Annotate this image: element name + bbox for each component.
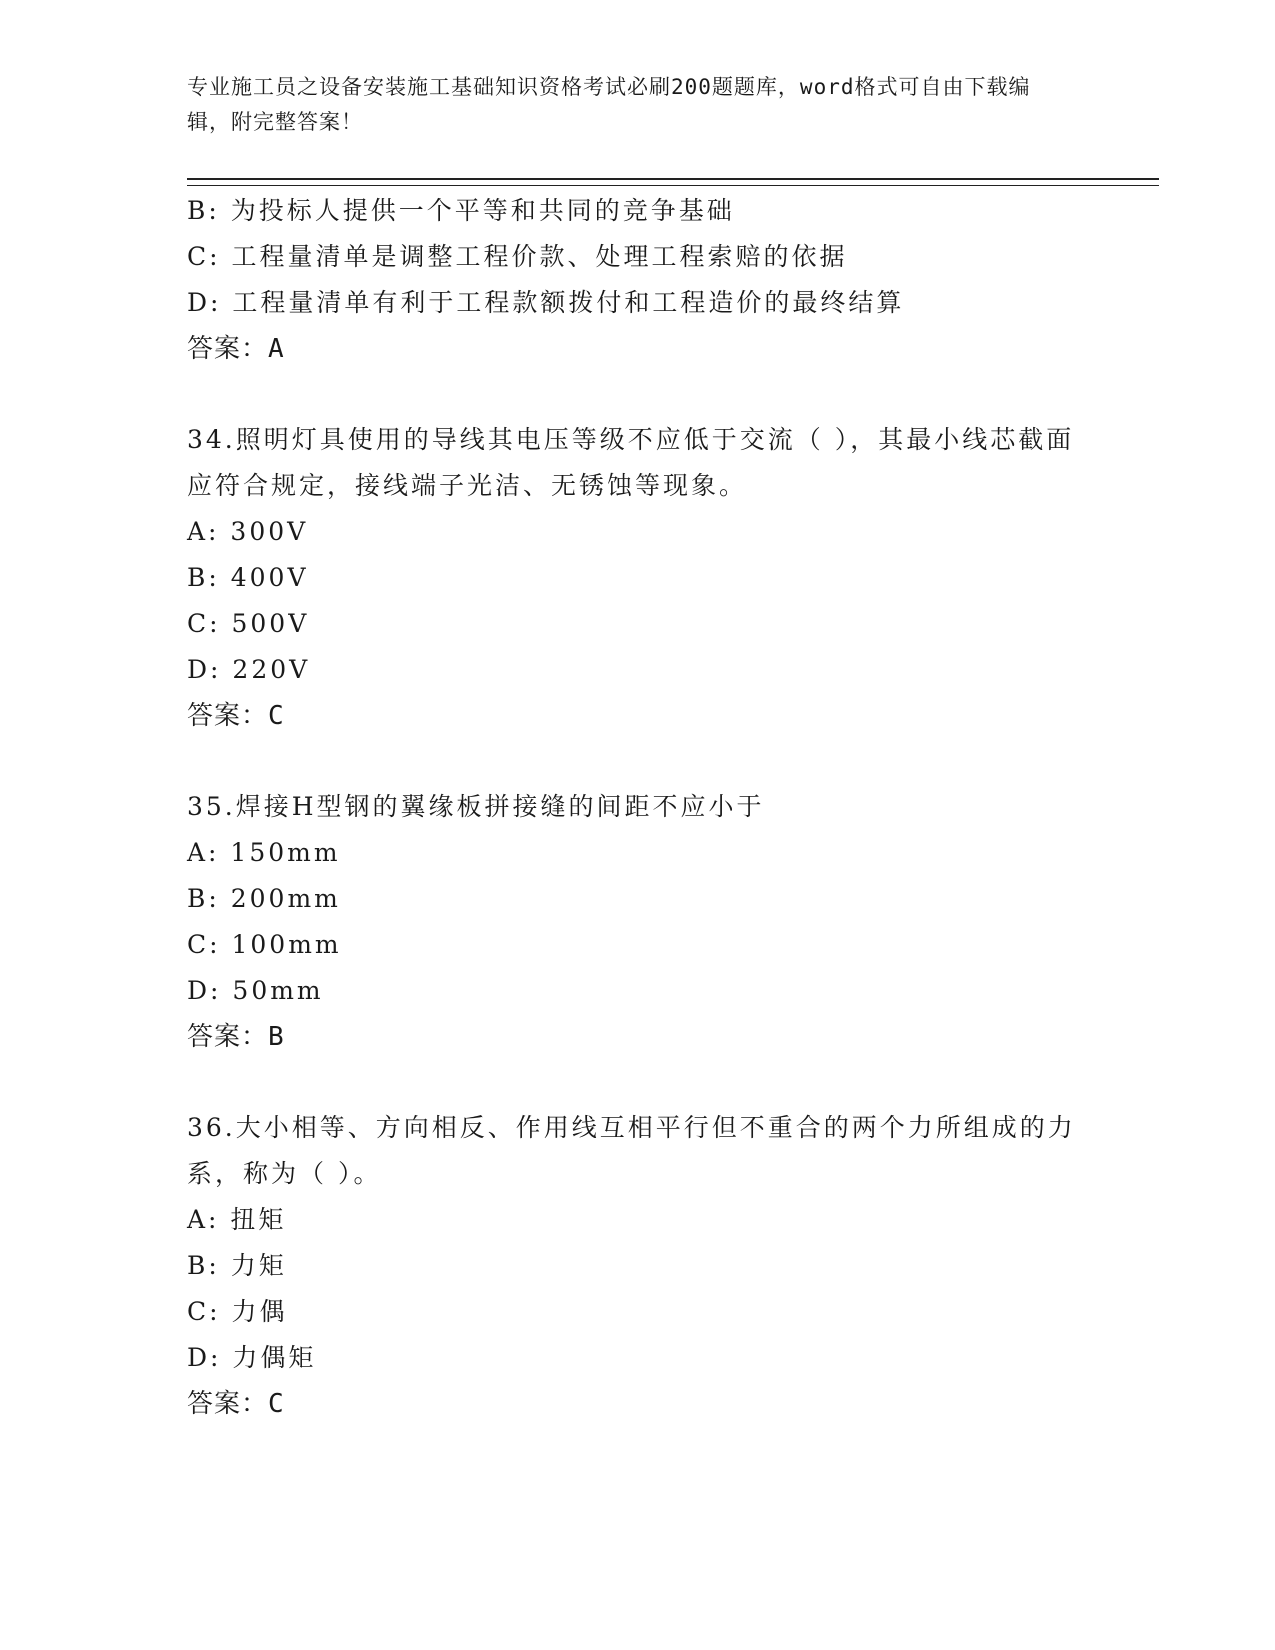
- option-b: B: 400V: [187, 563, 309, 592]
- question-block-34: [187, 417, 1147, 739]
- option-b: B: 力矩: [187, 1251, 287, 1280]
- question-block-36: [187, 1105, 1147, 1427]
- option-d: D: 220V: [187, 655, 311, 684]
- option-c: C: 500V: [187, 609, 310, 638]
- answer-line: 答案：C: [187, 701, 285, 731]
- header-divider: [187, 178, 1159, 186]
- question-list: [187, 188, 1147, 1427]
- option-c: C: 工程量清单是调整工程价款、处理工程索赔的依据: [187, 242, 848, 271]
- answer-line: 答案：C: [187, 1389, 285, 1419]
- option-d: D: 力偶矩: [187, 1343, 317, 1372]
- prev-question-block: [187, 188, 1147, 372]
- option-a: A: 300V: [187, 517, 309, 546]
- question-block-35: [187, 784, 1147, 1060]
- option-a: A: 扭矩: [187, 1205, 287, 1234]
- option-c: C: 力偶: [187, 1297, 288, 1326]
- document-page: [187, 70, 1147, 1419]
- option-a: A: 150mm: [187, 838, 341, 867]
- option-c: C: 100mm: [187, 930, 342, 959]
- option-b: B: 200mm: [187, 884, 341, 913]
- question-text: 36.大小相等、方向相反、作用线互相平行但不重合的两个力所组成的力系，称为（ ）。: [187, 1113, 1076, 1188]
- option-d: D: 50mm: [187, 976, 324, 1005]
- option-d: D: 工程量清单有利于工程款额拨付和工程造价的最终结算: [187, 288, 905, 317]
- question-text: 35.焊接H型钢的翼缘板拼接缝的间距不应小于: [187, 792, 765, 821]
- answer-line: 答案：B: [187, 1022, 285, 1052]
- option-b: B: 为投标人提供一个平等和共同的竞争基础: [187, 196, 735, 225]
- question-text: 34.照明灯具使用的导线其电压等级不应低于交流（ ），其最小线芯截面应符合规定，接线端子光洁、无锈蚀等现象。: [187, 425, 1075, 500]
- document-header: 专业施工员之设备安装施工基础知识资格考试必刷200题题库，word格式可自由下载编辑，附完整答案！: [187, 75, 1031, 134]
- answer-line: 答案：A: [187, 334, 285, 364]
